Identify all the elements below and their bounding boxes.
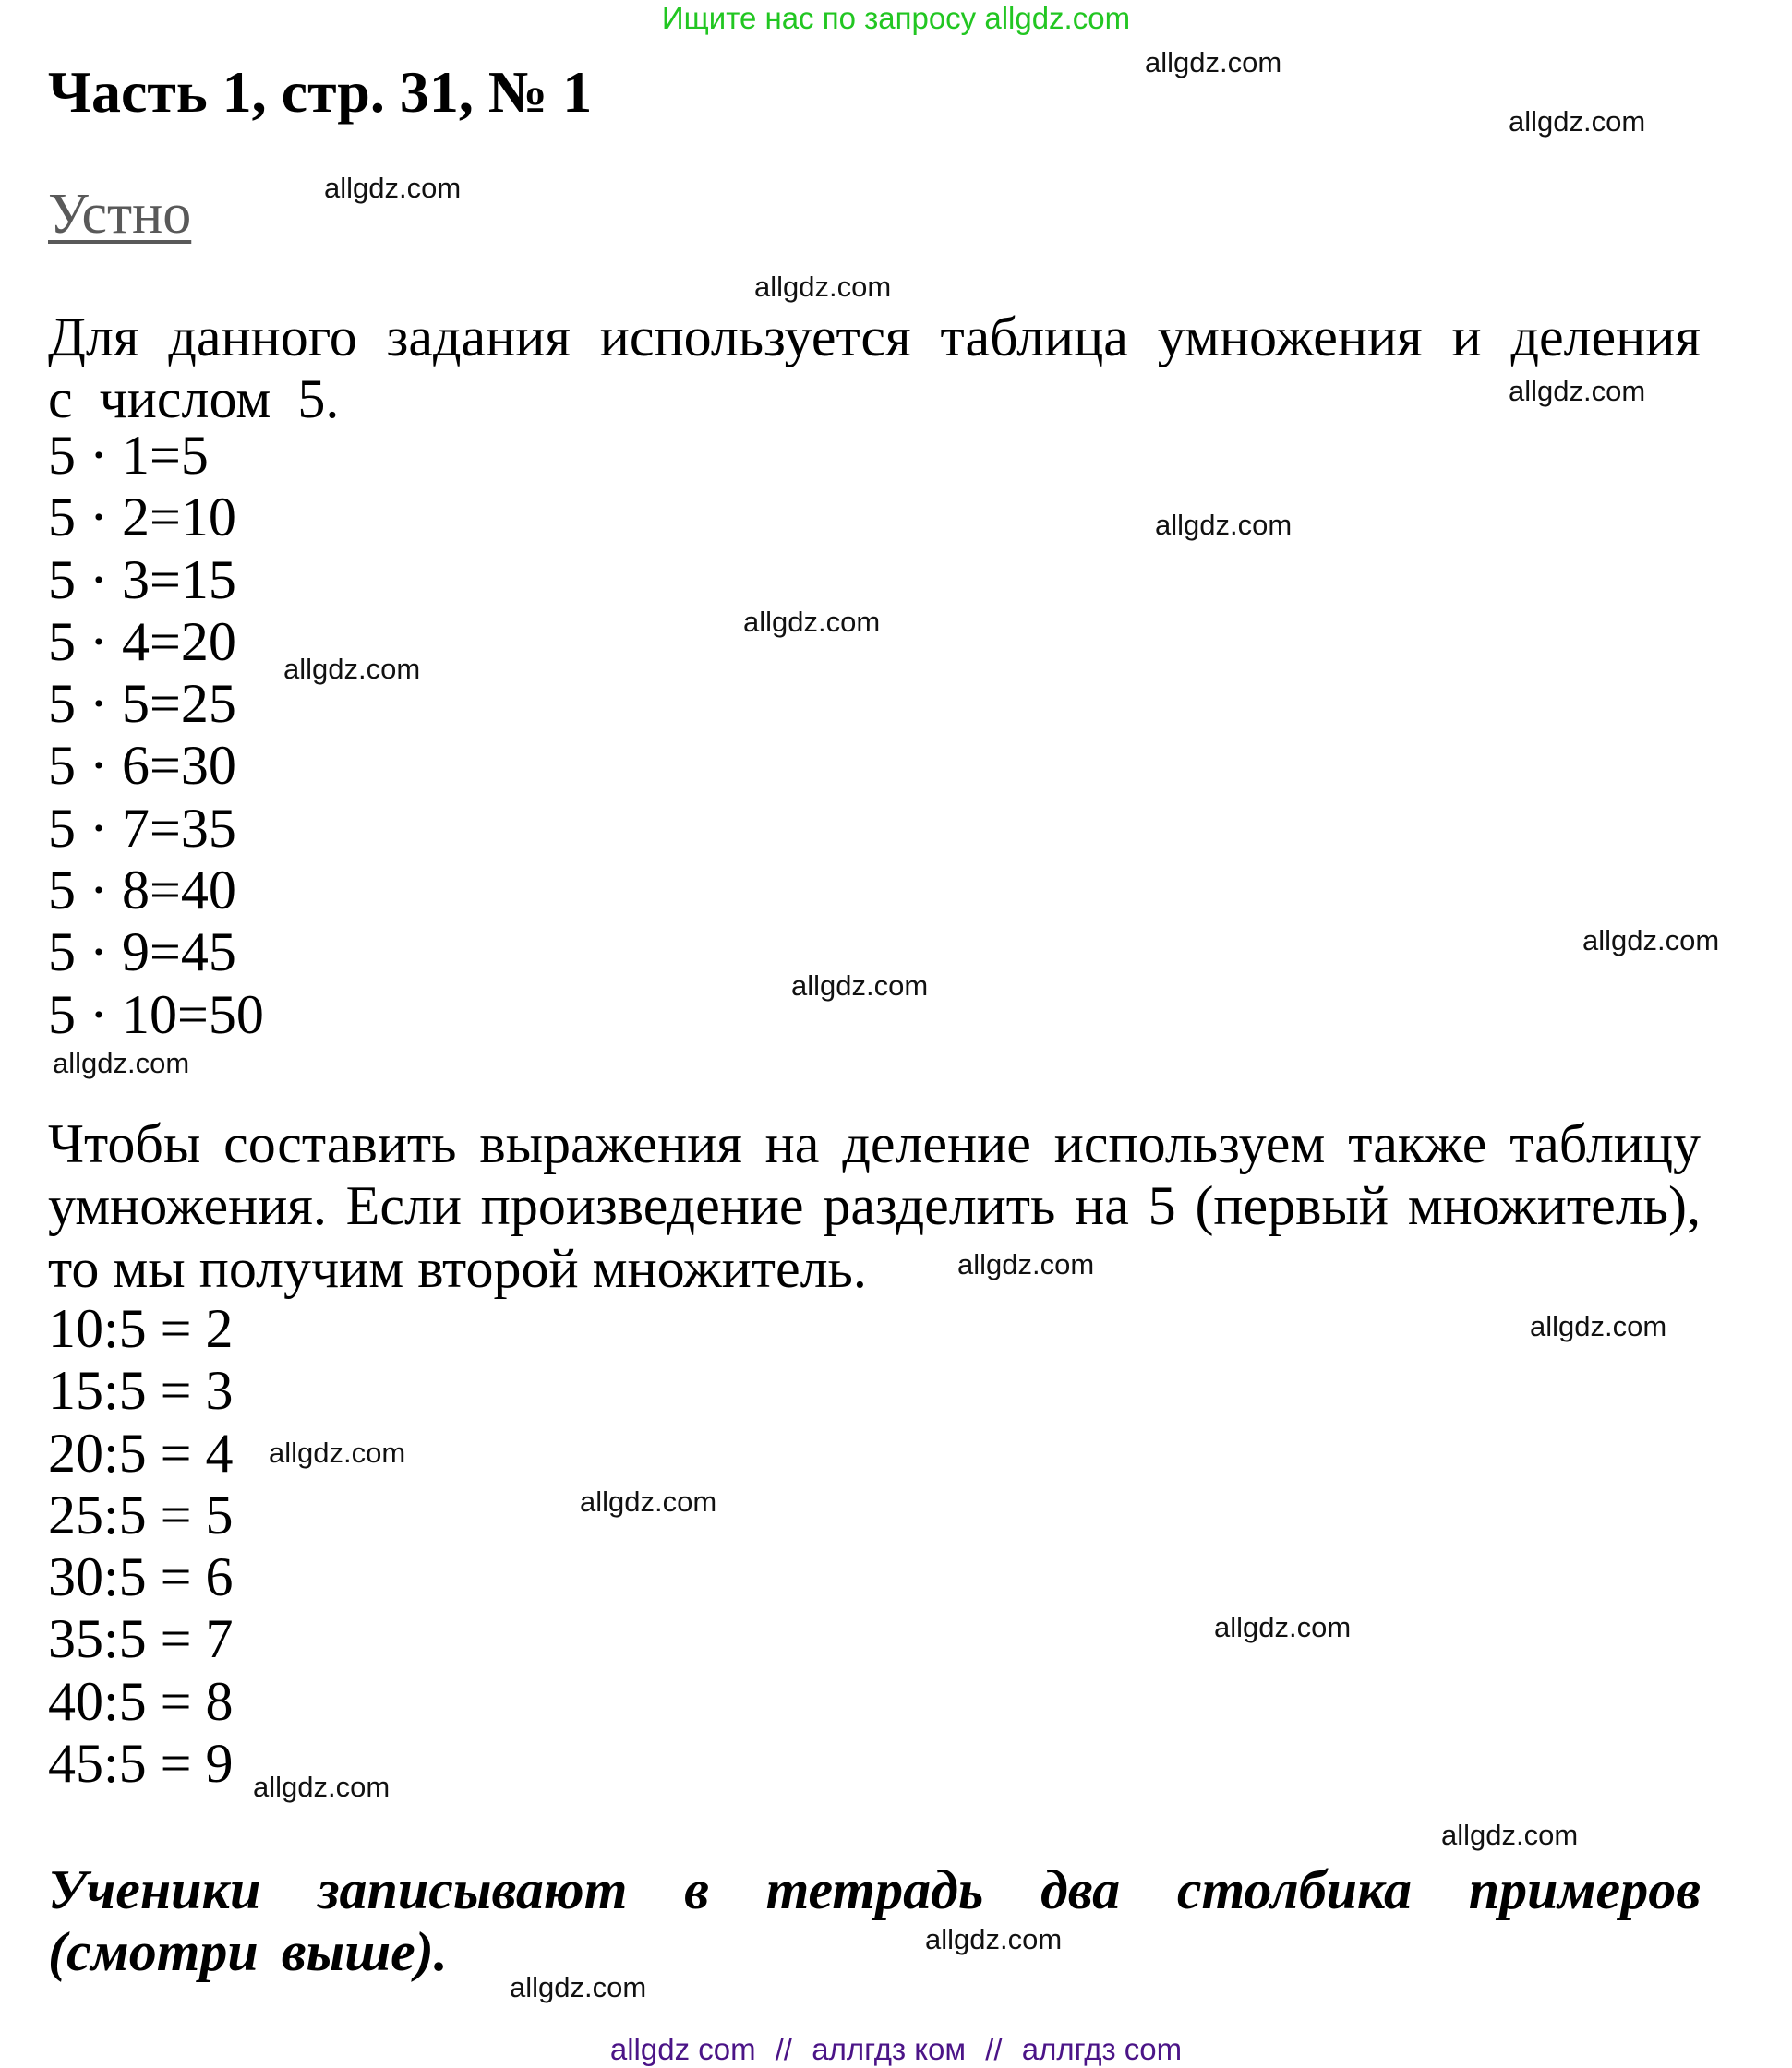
page-title: Часть 1, стр. 31, № 1 — [48, 59, 593, 125]
equation-line: 5 · 10=50 — [48, 983, 264, 1045]
equation-line: 5 · 8=40 — [48, 860, 236, 921]
watermark: allgdz.com — [1582, 924, 1720, 956]
watermark: allgdz.com — [925, 1923, 1063, 1955]
equation-line: 35:5 = 7 — [48, 1608, 234, 1670]
watermark: allgdz.com — [269, 1437, 406, 1469]
site-search-banner: Ищите нас по запросу allgdz.com — [661, 1, 1131, 35]
equation-line: 20:5 = 4 — [48, 1422, 234, 1484]
intro-paragraph: Для данного задания используется таблица умножения и деления с числом 5. — [48, 307, 1701, 430]
watermark: allgdz.com — [324, 172, 462, 204]
watermark: allgdz.com — [53, 1047, 190, 1079]
equation-line: 45:5 = 9 — [48, 1733, 234, 1795]
equation-line: 40:5 = 8 — [48, 1670, 234, 1732]
equation-line: 5 · 6=30 — [48, 735, 236, 797]
equation-line: 5 · 3=15 — [48, 548, 236, 610]
equation-line: 15:5 = 3 — [48, 1360, 234, 1422]
equation-line: 5 · 4=20 — [48, 610, 236, 672]
equation-line: 5 · 5=25 — [48, 673, 236, 735]
footer-link[interactable]: аллгдз com — [1021, 2032, 1183, 2066]
watermark: allgdz.com — [754, 271, 892, 303]
watermark: allgdz.com — [1509, 105, 1646, 138]
footer-link[interactable]: allgdz com — [609, 2032, 756, 2066]
watermark: allgdz.com — [1530, 1310, 1667, 1342]
watermark: allgdz.com — [957, 1248, 1095, 1280]
equation-line: 5 · 9=45 — [48, 921, 236, 983]
division-explanation-paragraph: Чтобы составить выражения на деление используем также таблицу умножения. Если произведение разделить на 5 (первый множитель), то мы получим второй множитель. — [48, 1113, 1701, 1299]
equation-line: 5 · 1=5 — [48, 425, 209, 486]
multiplication-table — [48, 425, 264, 1046]
watermark: allgdz.com — [253, 1771, 391, 1803]
footer-separator: // — [775, 2032, 793, 2066]
equation-line: 25:5 = 5 — [48, 1484, 234, 1545]
equation-line: 30:5 = 6 — [48, 1546, 234, 1608]
watermark: allgdz.com — [580, 1485, 717, 1518]
footer-separator: // — [985, 2032, 1003, 2066]
watermark: allgdz.com — [1214, 1611, 1352, 1643]
watermark: allgdz.com — [743, 606, 881, 638]
equation-line: 10:5 = 2 — [48, 1298, 234, 1359]
watermark: allgdz.com — [1441, 1819, 1579, 1851]
watermark: allgdz.com — [510, 1971, 647, 2003]
equation-line: 5 · 7=35 — [48, 797, 236, 859]
watermark: allgdz.com — [283, 653, 421, 685]
watermark: allgdz.com — [1509, 375, 1646, 407]
watermark: allgdz.com — [791, 969, 929, 1002]
equation-line: 5 · 2=10 — [48, 487, 236, 548]
division-table — [48, 1298, 234, 1795]
section-label-oral: Устно — [48, 183, 192, 246]
conclusion-paragraph: Ученики записывают в тетрадь два столбика примеров (смотри выше). — [48, 1859, 1701, 1982]
watermark: allgdz.com — [1145, 46, 1282, 78]
footer-links — [0, 2031, 1792, 2068]
footer-link[interactable]: аллгдз ком — [812, 2032, 967, 2066]
watermark: allgdz.com — [1155, 509, 1293, 541]
